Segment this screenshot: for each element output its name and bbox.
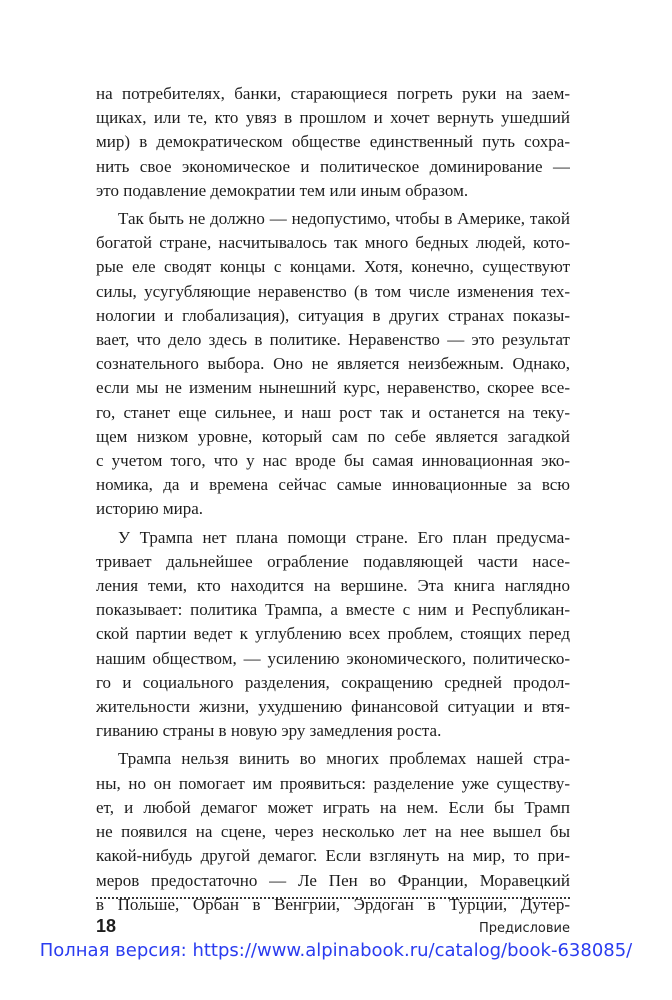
text-line: щем низком уровне, который сам по себе является загадкой [96, 426, 570, 446]
text-line: щиках, или те, кто увяз в прошлом и хочет вернуть ушедший [96, 108, 570, 128]
text-line: какой-нибудь другой демагог. Если взглянуть на мир, то при- [96, 846, 570, 866]
text-line: силы, усугубляющие неравенство (в том числе изменения тех- [96, 281, 570, 301]
text-line: го, станет еще сильнее, и наш рост так и останется на теку- [96, 402, 570, 422]
text-line: с учетом того, что у нас вроде бы самая инновационная эко- [96, 451, 570, 471]
text-line: мир) в демократическом обществе единственный путь сохра- [96, 132, 570, 152]
text-line: ления теми, кто находится на вершине. Эта книга наглядно [96, 576, 570, 596]
text-line: ской партии ведет к углублению всех проблем, стоящих перед [96, 624, 570, 644]
text-line: тривает дальнейшее ограбление подавляющей части насе- [96, 551, 570, 571]
text-line: если мы не изменим нынешний курс, неравенство, скорее все- [96, 378, 570, 398]
text-line: не появился на сцене, через несколько лет на нее вышел бы [96, 822, 570, 842]
running-footer-section-title: Предисловие [479, 921, 570, 936]
text-line: рые еле сводят концы с концами. Хотя, конечно, существуют [96, 257, 570, 277]
text-line: гиванию страны в новую эру замедления роста. [96, 721, 442, 741]
text-line: ны, но он помогает им проявиться: разделение уже существу- [96, 773, 570, 793]
text-line: в Польше, Орбан в Венгрии, Эрдоган в Турции, Дутер- [96, 894, 570, 914]
text-line: показывает: политика Трампа, а вместе с ним и Республикан- [96, 600, 570, 620]
paragraph [96, 82, 570, 203]
text-line: ет, и любой демагог может играть на нем. Если бы Трамп [96, 797, 570, 817]
text-line: вает, что дело здесь в политике. Неравенство — это результат [96, 330, 570, 350]
text-line: историю мира. [96, 499, 204, 519]
text-line: Так быть не должно — недопустимо, чтобы в Америке, такой [118, 209, 570, 229]
text-line: го и социального разделения, сокращению средней продол- [96, 672, 570, 692]
text-line: нологии и глобализация), ситуация в других странах показы- [96, 305, 570, 325]
text-line: сознательного выбора. Оно не является неизбежным. Однако, [96, 354, 570, 374]
text-line: жительности жизни, ухудшению финансовой ситуации и втя- [96, 697, 570, 717]
text-line: У Трампа нет плана помощи стране. Его план предусма- [118, 527, 570, 547]
text-line: на потребителях, банки, старающиеся погреть руки на заем- [96, 84, 570, 103]
page-number: 18 [96, 916, 117, 936]
text-line: нить свое экономическое и политическое доминирование — [96, 156, 570, 176]
paragraph [96, 522, 570, 744]
footer-divider [96, 897, 570, 899]
text-line: меров предостаточно — Ле Пен во Франции, Моравецкий [96, 870, 570, 890]
paragraph [96, 743, 570, 916]
text-line: богатой стране, насчитывалось так много бедных людей, кото- [96, 233, 570, 253]
text-line: это подавление демократии тем или иным образом. [96, 180, 469, 200]
text-line: нашим обществом, — усилению экономического, политическо- [96, 648, 570, 668]
text-line: номика, да и времена сейчас самые инновационные за всю [96, 475, 570, 495]
full-version-link[interactable]: Полная версия: https://www.alpinabook.ru/catalog/book-638085/ [39, 940, 633, 961]
text-line: Трампа нельзя винить во многих проблемах нашей стра- [118, 749, 570, 769]
paragraph [96, 203, 570, 522]
body-text [96, 82, 570, 917]
